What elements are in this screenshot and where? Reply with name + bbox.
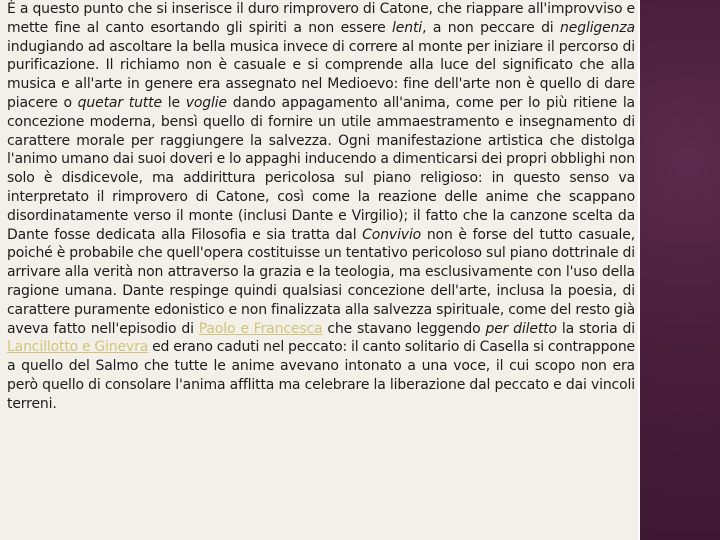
italic-term: per diletto — [485, 320, 557, 337]
link-lancillotto-e-ginevra[interactable]: Lancillotto e Ginevra — [7, 339, 149, 356]
italic-term: lenti — [392, 19, 423, 36]
text-segment: ed erano caduti nel peccato: il canto solitario di Casella si contrappone a quello del Salmo che tutte le anime avevano intonato a una voce, il cui scopo non era però quello di consolare l'anima afflitta ma celebrare la liberazione dal peccato e dai vincoli terreni. — [7, 339, 636, 412]
italic-term: negligenza — [560, 19, 635, 36]
body-text — [7, 0, 635, 414]
italic-term: quetar tutte — [77, 94, 162, 111]
text-segment: che stavano leggendo — [322, 320, 486, 337]
decorative-sidebar — [640, 0, 720, 540]
text-segment: le — [161, 94, 186, 111]
text-segment: , a non peccare di — [422, 19, 561, 36]
text-segment: dando appagamento all'anima, come per lo più ritiene la concezione moderna, bensì quello di fornire un utile ammaestramento e insegnamento di carattere morale per raggiungere la salvezza. Ogni manifestazione artistica che distolga l'animo umano dai suoi doveri e lo appaghi inducendo a dimenticarsi dei propri obblighi non solo è disdicevole, ma addirittura pericolosa sul piano religioso: in questo senso va interpretato il rimprovero di Catone, così come la reazione delle anime che scappano disordinatamente verso il monte (inclusi Dante e Virgilio); il fatto che la canzone scelta da Dante fosse dedicata alla Filosofia e sia tratta dal — [7, 94, 635, 243]
text-segment: È a questo punto che si inserisce il duro rimprovero di Catone, che riappare all'improvviso e mette fine al canto esortando gli spiriti a non essere — [7, 1, 635, 36]
text-segment: non è forse del tutto casuale, poiché è probabile che quell'opera costituisse un tentativo pericoloso sul piano dottrinale di arrivare alla verità non attraverso la grazia e la teologia, ma esclusivamente con l'uso della ragione umana. Dante respinge quindi qualsiasi concezione dell'arte, inclusa la poesia, di carattere puramente edonistico e non finalizzata alla salvezza spirituale, come del resto già aveva fatto nell'episodio di — [7, 226, 635, 337]
italic-term: voglie — [185, 94, 227, 111]
paragraph — [7, 0, 635, 414]
text-segment: la storia di — [556, 320, 635, 337]
link-paolo-e-francesca[interactable]: Paolo e Francesca — [198, 320, 323, 337]
text-segment: indugiando ad ascoltare la bella musica invece di correre al monte per iniziare il percorso di purificazione. Il richiamo non è casuale e si comprende alla luce del significato che alla musica e all'arte in genere era assegnato nel Medioevo: fine dell'arte non è quello di dare piacere o — [7, 38, 635, 111]
italic-term: Convivio — [362, 226, 422, 243]
